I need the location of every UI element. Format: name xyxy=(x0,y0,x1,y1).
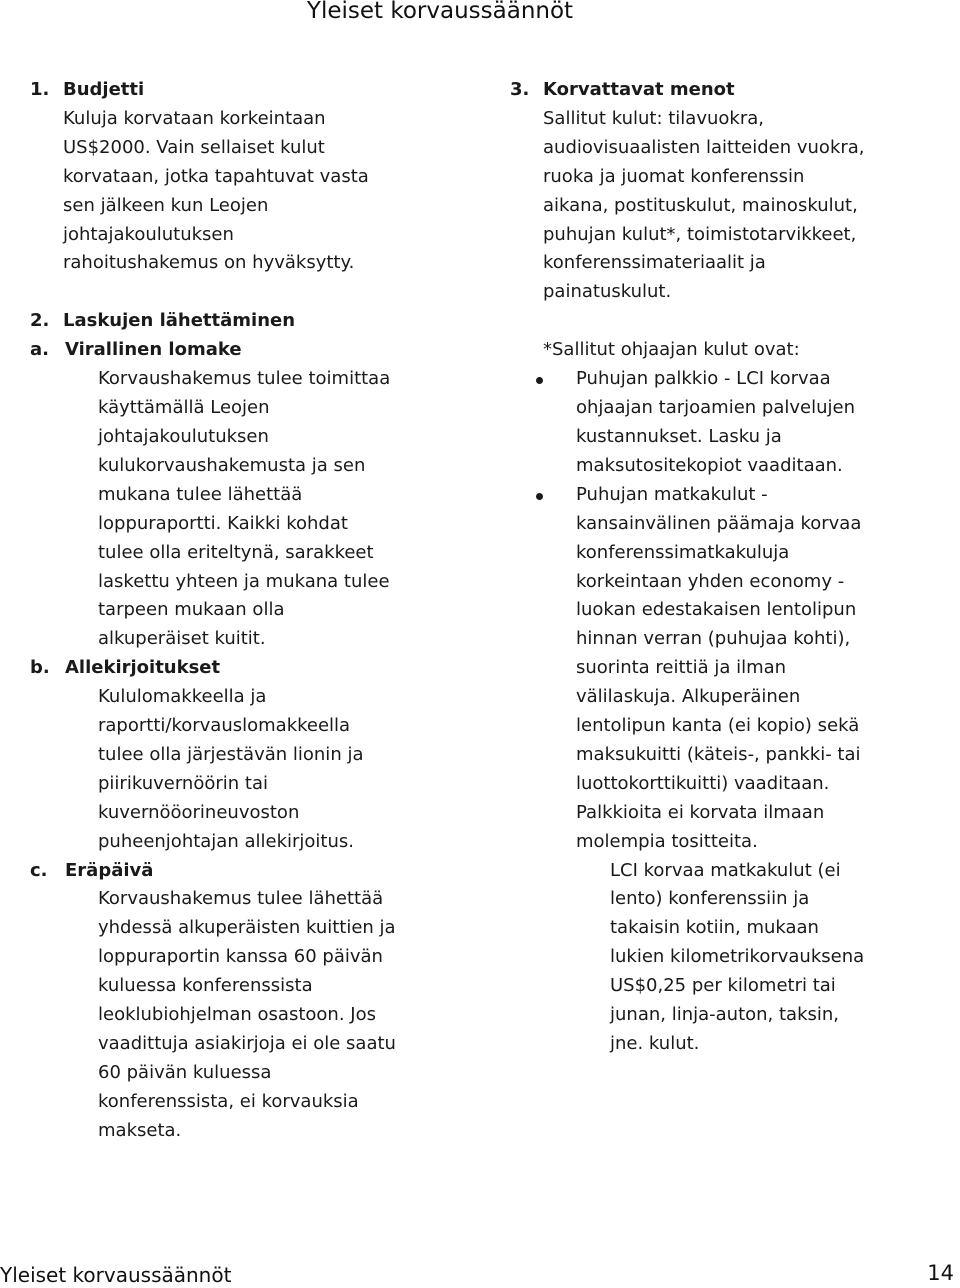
text-line: tulee olla eriteltynä, sarakkeet xyxy=(98,541,374,563)
text-line: puhujan kulut*, toimistotarvikkeet, xyxy=(543,223,857,245)
text-line: luokan edestakaisen lentolipun xyxy=(576,599,857,621)
text-line: lukien kilometrikorvauksena xyxy=(610,946,865,968)
text-line: LCI korvaa matkakulut (ei xyxy=(610,859,841,881)
text-line: kuluessa konferenssista xyxy=(98,975,313,997)
text-line: Puhujan matkakulut - xyxy=(576,483,768,505)
section-number: 3. xyxy=(510,79,530,100)
text-line: raportti/korvauslomakkeella xyxy=(98,715,351,737)
text-line: takaisin kotiin, mukaan xyxy=(610,917,819,939)
footer-title: Yleiset korvaussäännöt xyxy=(0,1263,232,1287)
text-line: Korvaushakemus tulee toimittaa xyxy=(98,368,391,390)
text-line: Puhujan palkkio - LCI korvaa xyxy=(576,368,831,390)
text-line: kansainvälinen päämaja korvaa xyxy=(576,512,862,534)
text-line: molempia tositteita. xyxy=(576,830,758,852)
text-line: tarpeen mukaan olla xyxy=(98,599,285,621)
page-number: 14 xyxy=(927,1261,954,1285)
text-line: Kuluja korvataan korkeintaan xyxy=(63,107,326,129)
text-line: Sallitut kulut: tilavuokra, xyxy=(543,107,764,129)
text-line: konferenssimatkakuluja xyxy=(576,541,790,563)
text-line: Kululomakkeella ja xyxy=(98,686,267,708)
text-line: painatuskulut. xyxy=(543,281,672,303)
subsection-heading-virallinen-lomake: a. Virallinen lomake xyxy=(30,339,242,361)
text-line: laskettu yhteen ja mukana tulee xyxy=(98,570,390,592)
text-line: tulee olla järjestävän lionin ja xyxy=(98,743,364,765)
text-line: leoklubiohjelman osastoon. Jos xyxy=(98,1004,376,1026)
section-heading-budjetti: 1. Budjetti xyxy=(30,76,450,105)
text-line: audiovisuaalisten laitteiden vuokra, xyxy=(543,136,865,158)
text-line: yhdessä alkuperäisten kuittien ja xyxy=(98,917,396,939)
text-line: loppuraportti. Kaikki kohdat xyxy=(98,512,348,534)
note-line: *Sallitut ohjaajan kulut ovat: xyxy=(543,339,800,361)
text-line: johtajakoulutuksen xyxy=(63,223,234,245)
text-line: puheenjohtajan allekirjoitus. xyxy=(98,830,354,852)
text-line: jne. kulut. xyxy=(610,1033,700,1054)
text-line: maksutositekopiot vaaditaan. xyxy=(576,454,843,476)
text-line: alkuperäiset kuitit. xyxy=(98,628,266,650)
text-line: konferenssista, ei korvauksia xyxy=(98,1090,359,1112)
right-column xyxy=(510,76,930,1059)
text-line: aikana, postituskulut, mainoskulut, xyxy=(543,194,858,216)
bullet-item-puhujan-palkkio xyxy=(510,365,930,481)
text-line: mukana tulee lähettää xyxy=(98,483,303,505)
text-line: lento) konferenssiin ja xyxy=(610,888,810,910)
text-line: maksukuitti (käteis-, pankki- tai xyxy=(576,743,861,765)
page-title: Yleiset korvaussäännöt xyxy=(306,0,574,24)
text-line: US$2000. Vain sellaiset kulut xyxy=(63,136,325,158)
text-line: Korvaushakemus tulee lähettää xyxy=(98,888,384,910)
subsection-heading-allekirjoitukset: b. Allekirjoitukset xyxy=(30,657,221,679)
text-line: rahoitushakemus on hyväksytty. xyxy=(63,252,355,274)
text-line: hinnan verran (puhujaa kohti), xyxy=(576,628,851,650)
section-number: 2. xyxy=(30,310,50,332)
text-line: vaadittuja asiakirjoja ei ole saatu xyxy=(98,1033,396,1054)
text-line: loppuraportin kanssa 60 päivän xyxy=(98,946,383,968)
text-line: käyttämällä Leojen xyxy=(98,397,270,419)
text-line: luottokorttikuitti) vaaditaan. xyxy=(576,772,830,794)
text-line: korvataan, jotka tapahtuvat vasta xyxy=(63,165,369,187)
text-line: US$0,25 per kilometri tai xyxy=(610,975,836,997)
text-line: 60 päivän kuluessa xyxy=(98,1061,272,1083)
section-number: 1. xyxy=(30,79,50,100)
text-line: makseta. xyxy=(98,1119,182,1141)
left-column xyxy=(30,76,450,1146)
bullet-icon xyxy=(536,493,543,500)
text-line: piirikuvernöörin tai xyxy=(98,772,268,794)
text-line: lentolipun kanta (ei kopio) sekä xyxy=(576,715,860,737)
text-line: kuvernööorineuvoston xyxy=(98,801,300,823)
text-line: suorinta reittiä ja ilman xyxy=(576,657,787,679)
text-line: korkeintaan yhden economy - xyxy=(576,570,845,592)
subsection-heading-erapaiva: c. Eräpäivä xyxy=(30,859,154,881)
text-line: konferenssimateriaalit ja xyxy=(543,252,766,274)
text-line: ohjaajan tarjoamien palvelujen xyxy=(576,397,855,419)
section-heading-laskujen-lahettaminen: 2. Laskujen lähettäminen xyxy=(30,307,450,336)
text-line: junan, linja-auton, taksin, xyxy=(610,1004,840,1026)
text-line: Palkkioita ei korvata ilmaan xyxy=(576,801,825,823)
text-line: sen jälkeen kun Leojen xyxy=(63,194,269,216)
text-line: välilaskuja. Alkuperäinen xyxy=(576,686,801,708)
bullet-icon xyxy=(536,377,543,384)
bullet-item-puhujan-matkakulut xyxy=(510,481,930,857)
text-line: ruoka ja juomat konferenssin xyxy=(543,165,805,187)
text-line: johtajakoulutuksen xyxy=(98,425,269,447)
text-line: kustannukset. Lasku ja xyxy=(576,425,782,447)
section-heading-korvattavat-menot: 3. Korvattavat menot xyxy=(510,76,930,105)
text-line: kulukorvaushakemusta ja sen xyxy=(98,454,366,476)
